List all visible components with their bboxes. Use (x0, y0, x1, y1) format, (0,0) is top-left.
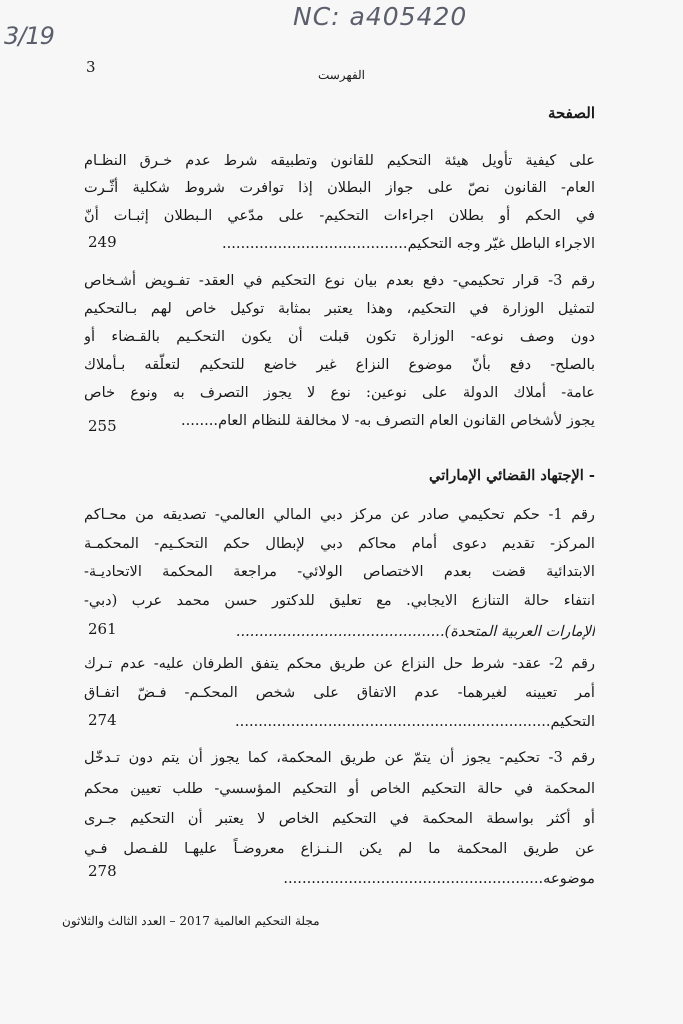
entry-line: العام- القانون نصّ على جواز البطلان إذا توافرت شروط شكلية أثّـرت (84, 179, 595, 196)
entry-line: عامة- أملاك الدولة على نوعين: نوع لا يجوز التصرف به ونوع خاص (84, 384, 595, 401)
entry-line: أو أكثر بواسطة المحكمة في التحكيم الخاص لا يعتبر أن التحكيم جـرى (84, 810, 595, 827)
journal-footer: مجلة التحكيم العالمية 2017 – العدد الثالث والثلاثون (62, 914, 320, 928)
entry-line: انتفاء حالة التنازع الايجابي. مع تعليق للدكتور حسن محمد عرب (دبي- (84, 592, 595, 609)
running-head: الفهرست (317, 68, 366, 82)
entry-page-number: 261 (88, 620, 117, 638)
handwritten-page-id: 3/19 (4, 22, 54, 50)
entry-line: رقم 1- حكم تحكيمي صادر عن مركز دبي المالي العالمي- تصديقه من محـاكم (84, 506, 595, 523)
entry-line: الاجراء الباطل غيّر وجه التحكيم........................................ (222, 235, 595, 252)
entry-line: دون وصف نوعه- الوزارة تكون قبلت أن يكون التحكـيم بالقـضاء أو (84, 328, 595, 345)
entry-line: بالصلح- دفع بأنّ موضوع النزاع غير خاضع للتحكيم لتعلّقه بـأملاك (84, 356, 595, 373)
section-heading: - الإجتهاد القضائي الإماراتي (429, 467, 595, 484)
entry-line: على كيفية تأويل هيئة التحكيم للقانون وتطبيقه شرط عدم خـرق النظـام (84, 152, 595, 169)
entry-line: المحكمة في حالة التحكيم الخاص أو التحكيم المؤسسي- طلب تعيين محكم (84, 780, 595, 797)
entry-line: رقم 3- قرار تحكيمي- دفع بعدم بيان نوع التحكيم في العقد- تفـويض أشـخاص (84, 272, 595, 289)
entry-line: أمر تعيينه لغيرهما- عدم الاتفاق على شخص المحكـم- فـضّ اتفـاق (84, 684, 595, 701)
entry-line: موضوعه........................................................ (283, 870, 595, 887)
entry-line: الابتدائية قضت بعدم الاختصاص الولائي- مراجعة المحكمة الاتحاديـة- (84, 563, 595, 580)
entry-page-number: 255 (88, 417, 117, 435)
entry-line: في الحكم أو بطلان اجراءات التحكيم- على مدّعي الـبطلان إثبـات أنّ (84, 207, 595, 224)
entry-line: رقم 2- عقد- شرط حل النزاع عن طريق محكم يتفق الطرفان عليه- عدم تـرك (84, 655, 595, 672)
entry-page-number: 249 (88, 233, 117, 251)
entry-line: لتمثيل الوزارة في التحكيم، وهذا يعتبر بمثابة توكيل خاص لهم بـالتحكيم (84, 300, 595, 317)
handwritten-nc-code: NC: a405420 (293, 2, 468, 31)
entry-line: رقم 3- تحكيم- يجوز أن يتمّ عن طريق المحكمة، كما يجوز أن يتم دون تـدخّل (84, 749, 595, 766)
page-number: 3 (86, 58, 96, 76)
entry-line: التحكيم.................................................................... (235, 713, 595, 730)
entry-line: يجوز لأشخاص القانون العام التصرف به- لا مخالفة للنظام العام........ (180, 412, 595, 429)
entry-page-number: 274 (88, 711, 117, 729)
entry-line: عن طريق المحكمة ما لم يكن الـنـزاع معروضـاً عليهـا للفـصل فـي (84, 840, 595, 857)
column-label: الصفحة (547, 104, 595, 122)
entry-line: المركز- تقديم دعوى أمام محاكم دبي لإبطال حكم التحكـيم- المحكمـة (84, 535, 595, 552)
entry-line: الإمارات العربية المتحدة)............................................. (235, 623, 595, 640)
entry-page-number: 278 (88, 862, 117, 880)
